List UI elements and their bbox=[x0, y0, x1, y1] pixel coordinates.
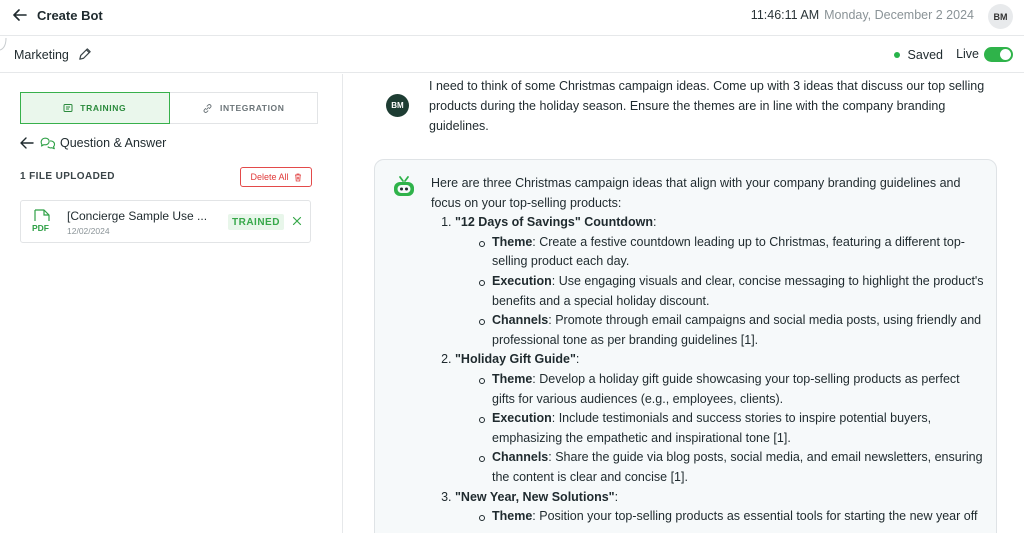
point-label: Theme bbox=[492, 234, 533, 249]
tab-integration-label: INTEGRATION bbox=[219, 103, 285, 113]
saved-label: Saved bbox=[907, 48, 943, 62]
point-text: : Share the guide via blog posts, social media, and email newsletters, ensuring the content is clear and concise [1]. bbox=[492, 450, 983, 484]
tab-training[interactable] bbox=[20, 92, 170, 124]
top-bar bbox=[0, 0, 1024, 36]
idea-point bbox=[479, 233, 986, 272]
point-text: : Create a festive countdown leading up to Christmas, featuring a different top-selling product each day. bbox=[492, 234, 965, 269]
delete-all-button[interactable] bbox=[240, 167, 312, 187]
point-label: Execution bbox=[492, 411, 552, 426]
toggle-knob bbox=[1000, 49, 1011, 60]
idea-point bbox=[479, 272, 986, 311]
bot-intro: Here are three Christmas campaign ideas that align with your company branding guidelines and focus on your top-selling products: bbox=[431, 176, 961, 210]
file-item[interactable] bbox=[20, 200, 311, 243]
saved-status bbox=[894, 48, 943, 62]
idea-point bbox=[479, 311, 986, 350]
section-title: Question & Answer bbox=[60, 136, 167, 150]
training-panel bbox=[0, 74, 343, 533]
point-text: : Include testimonials and success stories to inspire potential buyers, emphasizing the empathetic and inspirational tone [1]. bbox=[492, 411, 932, 445]
idea-point bbox=[479, 409, 986, 448]
status-dot bbox=[894, 52, 900, 58]
upload-count: 1 FILE UPLOADED bbox=[20, 171, 115, 182]
point-text: : Develop a holiday gift guide showcasing your top-selling products as perfect gifts for various audiences (e.g., employees, clients). bbox=[492, 371, 960, 406]
live-toggle[interactable] bbox=[984, 47, 1013, 62]
bot-message-text bbox=[431, 174, 986, 527]
bot-name: Marketing bbox=[14, 48, 69, 62]
back-button[interactable] bbox=[10, 5, 30, 25]
pdf-icon bbox=[31, 209, 53, 235]
idea-title: "Holiday Gift Guide" bbox=[455, 352, 576, 367]
arrow-left-icon bbox=[13, 9, 27, 21]
idea-point bbox=[479, 370, 986, 409]
clock-date: Monday, December 2 2024 bbox=[824, 8, 974, 22]
clock-time: 11:46:11 AM bbox=[750, 8, 820, 22]
clock bbox=[751, 8, 974, 22]
chat-panel bbox=[344, 74, 1024, 533]
point-label: Theme bbox=[492, 509, 533, 524]
point-text: : Promote through email campaigns and social media posts, using friendly and professional tone as per branding guidelines [1]. bbox=[492, 313, 982, 347]
user-avatar[interactable]: BM bbox=[988, 4, 1013, 29]
point-text: : Use engaging visuals and clear, concise messaging to highlight the product's benefits and a special holiday discount. bbox=[492, 273, 984, 308]
point-label: Channels bbox=[492, 313, 549, 328]
tab-training-label: TRAINING bbox=[80, 103, 127, 113]
page-title: Create Bot bbox=[37, 8, 103, 23]
idea-title: "New Year, New Solutions" bbox=[455, 489, 615, 504]
delete-all-label: Delete All bbox=[250, 172, 289, 182]
tab-integration[interactable] bbox=[170, 92, 319, 124]
idea-point bbox=[479, 448, 986, 487]
file-name: [Concierge Sample Use ... bbox=[67, 209, 208, 223]
bot-message bbox=[374, 159, 997, 533]
qa-back-link[interactable] bbox=[20, 136, 166, 150]
close-icon[interactable] bbox=[290, 214, 304, 228]
chat-bubbles-icon bbox=[40, 136, 56, 150]
idea-item: 3. "New Year, New Solutions": Theme: Position your top-selling products as essential tools for starting the new year off bbox=[455, 488, 986, 527]
idea-title: "12 Days of Savings" Countdown bbox=[455, 215, 653, 230]
point-label: Channels bbox=[492, 450, 549, 465]
status-badge: TRAINED bbox=[228, 214, 284, 230]
live-label: Live bbox=[956, 47, 979, 61]
panel-tabs bbox=[20, 92, 318, 124]
trash-icon bbox=[294, 173, 302, 182]
robot-icon bbox=[391, 174, 417, 200]
idea-points bbox=[479, 233, 986, 351]
user-message: I need to think of some Christmas campaign ideas. Come up with 3 ideas that discuss our top selling products during the holiday season. Ensure the themes are in line with the company branding guidelines. bbox=[429, 79, 985, 133]
file-date: 12/02/2024 bbox=[67, 226, 110, 236]
idea-item: 1. "12 Days of Savings" Countdown: Theme: Create a festive countdown leading up to Christmas, featuring a different top-selling product each day. Execution: Use engaging visuals and clear, concise messaging to highlight the product's benefits and a special holiday discount. Channels: Promote through email campaigns and social media posts, using friendly and professional tone as per branding guidelines [1]. bbox=[455, 213, 986, 350]
user-message-avatar: BM bbox=[386, 94, 409, 117]
idea-list bbox=[455, 213, 986, 527]
document-icon bbox=[63, 103, 73, 113]
idea-points bbox=[479, 507, 986, 527]
idea-points bbox=[479, 370, 986, 488]
arrow-left-icon bbox=[20, 137, 34, 149]
pdf-icon-label: PDF bbox=[32, 223, 49, 233]
point-label: Execution bbox=[492, 273, 552, 288]
pencil-icon[interactable] bbox=[77, 47, 92, 62]
idea-point bbox=[479, 507, 986, 527]
bot-settings-bar bbox=[0, 37, 1024, 73]
link-icon bbox=[202, 103, 213, 114]
point-text: : Position your top-selling products as essential tools for starting the new year off bbox=[532, 509, 978, 524]
point-label: Theme bbox=[492, 371, 533, 386]
idea-item: 2. "Holiday Gift Guide": Theme: Develop a holiday gift guide showcasing your top-selling products as perfect gifts for various audiences (e.g., employees, clients). Execution: Include testimonials and success stories to inspire potential buyers, emphasizing the empathetic and inspirational tone [1]. Channels: Share the guide via blog posts, social media, and email newsletters, ensuring the content is clear and concise [1]. bbox=[455, 350, 986, 487]
